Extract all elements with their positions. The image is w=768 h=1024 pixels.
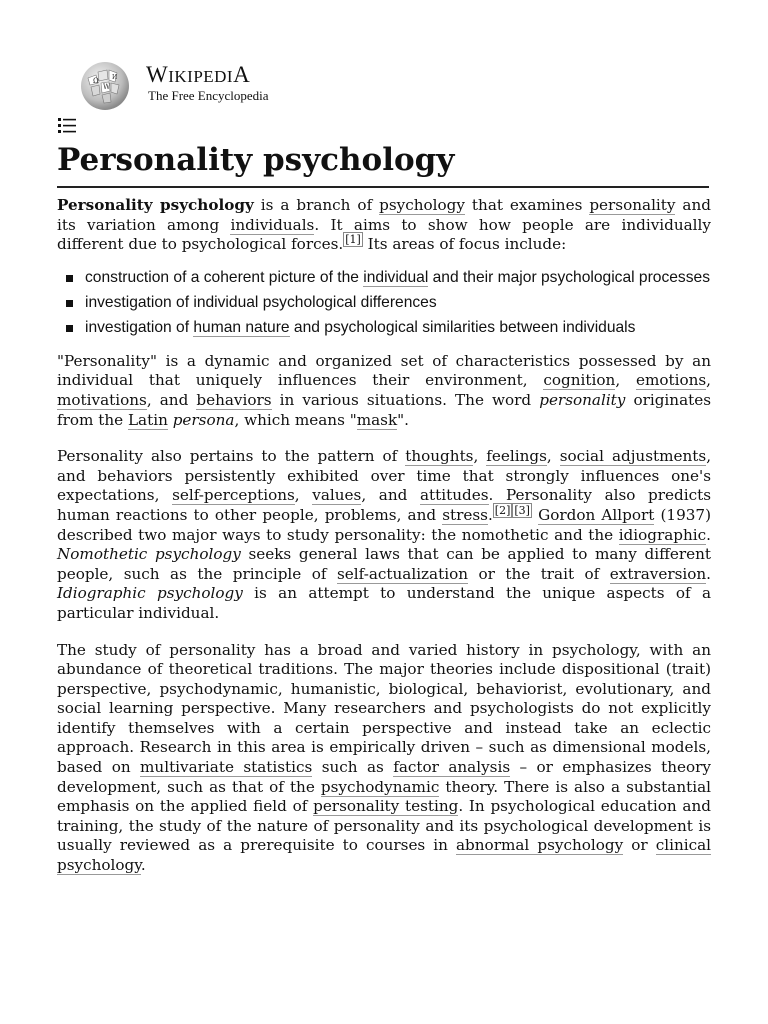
site-tagline: The Free Encyclopedia xyxy=(148,88,269,103)
text-run: . xyxy=(706,564,711,583)
text-run: such as xyxy=(312,758,394,777)
bullet-icon xyxy=(66,325,73,332)
article-link[interactable]: multivariate statistics xyxy=(140,758,313,777)
article-link[interactable]: mask xyxy=(356,410,398,429)
text-run: construction of a coherent picture of the xyxy=(85,268,364,286)
article-link[interactable]: values xyxy=(312,486,362,505)
text-run: seeks general laws that can be applied to many different people, such as the principle of xyxy=(57,545,711,583)
text-run: , xyxy=(706,371,711,390)
article-link[interactable]: psychology xyxy=(379,196,465,214)
bullet-icon xyxy=(66,300,73,307)
text-run: originates from the xyxy=(57,390,712,429)
text-run: theory. There is also a substantial emphasis on the applied field of xyxy=(57,777,711,816)
table-of-contents-icon[interactable] xyxy=(57,115,77,135)
reference-sup xyxy=(343,232,363,247)
text-run: is a branch of xyxy=(253,196,380,214)
article-link[interactable]: cognition xyxy=(543,371,616,390)
article-body xyxy=(57,196,711,893)
text-run: in various situations. The word xyxy=(271,390,540,409)
text-run: and their major psychological processes xyxy=(428,268,710,286)
italic-term: personality xyxy=(539,390,626,409)
article-link[interactable]: individuals xyxy=(230,215,315,234)
article-link[interactable]: self-actualization xyxy=(336,564,468,583)
text-run: that examines xyxy=(464,196,590,214)
text-run: Its areas of focus include: xyxy=(362,235,567,254)
wikipedia-globe-icon[interactable] xyxy=(78,58,132,112)
history-paragraph xyxy=(57,641,711,876)
text-run: is an attempt to understand the unique aspects of a particular individual. xyxy=(57,584,711,622)
intro-paragraph xyxy=(57,196,711,255)
text-run: . xyxy=(487,505,493,524)
article-link[interactable]: Gordon Allport xyxy=(538,505,655,524)
italic-term: persona xyxy=(172,410,235,429)
page-title: Personality psychology xyxy=(57,134,709,188)
focus-list xyxy=(57,268,711,338)
article-link[interactable]: factor analysis xyxy=(393,758,511,777)
text-run: "Personality" is a dynamic and organized set of characteristics possessed by an individual that uniquely influences their environment, xyxy=(57,351,711,390)
text-run: , xyxy=(615,371,636,390)
text-run: , and xyxy=(146,390,197,409)
text-run: . xyxy=(706,525,711,544)
text-run: and psychological similarities between individuals xyxy=(289,318,636,336)
article-link[interactable]: stress xyxy=(442,505,488,524)
article-link[interactable]: psychodynamic xyxy=(320,777,440,796)
svg-text:И: И xyxy=(112,74,118,81)
text-run: Personality also pertains to the pattern of xyxy=(57,447,406,466)
bullet-icon xyxy=(66,275,73,282)
italic-term: Idiographic psychology xyxy=(57,584,243,603)
patterns-paragraph xyxy=(57,447,711,623)
article-link[interactable]: Latin xyxy=(127,410,168,429)
text-run: . It aims to show how people are individually different due to psychological forces. xyxy=(57,215,711,254)
svg-text:W: W xyxy=(103,83,111,91)
reference-link[interactable]: [3] xyxy=(514,503,530,517)
text-run: investigation of individual psychological differences xyxy=(85,293,437,311)
text-run: and its variation among xyxy=(57,196,711,234)
reference-link[interactable]: [2] xyxy=(494,503,511,517)
article-link[interactable]: self-perceptions xyxy=(172,486,295,505)
list-item xyxy=(57,293,711,313)
text-run: or the trait of xyxy=(468,564,610,583)
article-link[interactable]: behaviors xyxy=(196,390,272,409)
article-link[interactable]: extraversion xyxy=(609,564,707,583)
article-link[interactable]: social adjustments xyxy=(559,447,707,466)
article-link[interactable]: motivations xyxy=(57,390,147,409)
article-link[interactable]: clinical psychology xyxy=(57,836,711,875)
reference-sup xyxy=(512,503,532,518)
text-run: . xyxy=(140,856,146,875)
article-link[interactable]: abnormal psychology xyxy=(456,836,624,855)
list-item xyxy=(57,268,711,288)
article-link[interactable]: attitudes xyxy=(420,486,489,505)
text-run: , and behaviors persistently exhibited over time that strongly influences one's expectations, xyxy=(57,447,712,505)
article-link[interactable]: individual xyxy=(363,268,429,286)
text-run: . In psychological education and training, the study of the nature of personality and its psychological development is usually reviewed as a prerequisite to courses in xyxy=(57,797,711,855)
article-link[interactable]: emotions xyxy=(635,371,707,390)
italic-term: Nomothetic psychology xyxy=(57,545,241,564)
reference-link[interactable]: [1] xyxy=(345,233,361,247)
text-run: , xyxy=(546,447,560,466)
site-wordmark[interactable]: WIKIPEDIA xyxy=(146,62,251,87)
text-run: , and xyxy=(361,486,420,505)
text-run: – or emphasizes theory development, such as that of the xyxy=(57,758,711,796)
text-run: , xyxy=(473,447,487,466)
text-run: , which means " xyxy=(234,410,357,429)
text-run: , xyxy=(294,486,313,505)
list-item xyxy=(57,318,711,338)
article-link[interactable]: feelings xyxy=(486,447,547,466)
reference-sup xyxy=(493,503,513,518)
bold-term: Personality psychology xyxy=(57,196,254,214)
article-link[interactable]: personality xyxy=(589,196,676,214)
text-run: investigation of xyxy=(85,318,194,336)
text-run: ". xyxy=(397,410,409,429)
article-link[interactable]: idiographic xyxy=(618,525,707,544)
text-run: (1937) described two major ways to study personality: the nomothetic and the xyxy=(57,505,711,544)
text-run: or xyxy=(623,836,656,855)
article-link[interactable]: human nature xyxy=(193,318,290,336)
article-link[interactable]: personality testing xyxy=(313,797,459,816)
article-link[interactable]: thoughts xyxy=(405,447,474,466)
text-run: The study of personality has a broad and varied history in psychology, with an abundance of theoretical traditions. The major theories include dispositional (trait) perspective, psychodynamic, humanistic, biological, behaviorist, evolutionary, and social learning perspective. Many researchers and psychologists do not explicitly identify themselves with a certain perspective and instead take an eclectic approach. Research in this area is empirically driven – such as dimensional models, based on xyxy=(57,640,711,777)
svg-text:Ω: Ω xyxy=(93,77,99,85)
text-run: . Personality also predicts human reactions to other people, problems, and xyxy=(57,486,712,524)
definition-paragraph xyxy=(57,352,711,430)
